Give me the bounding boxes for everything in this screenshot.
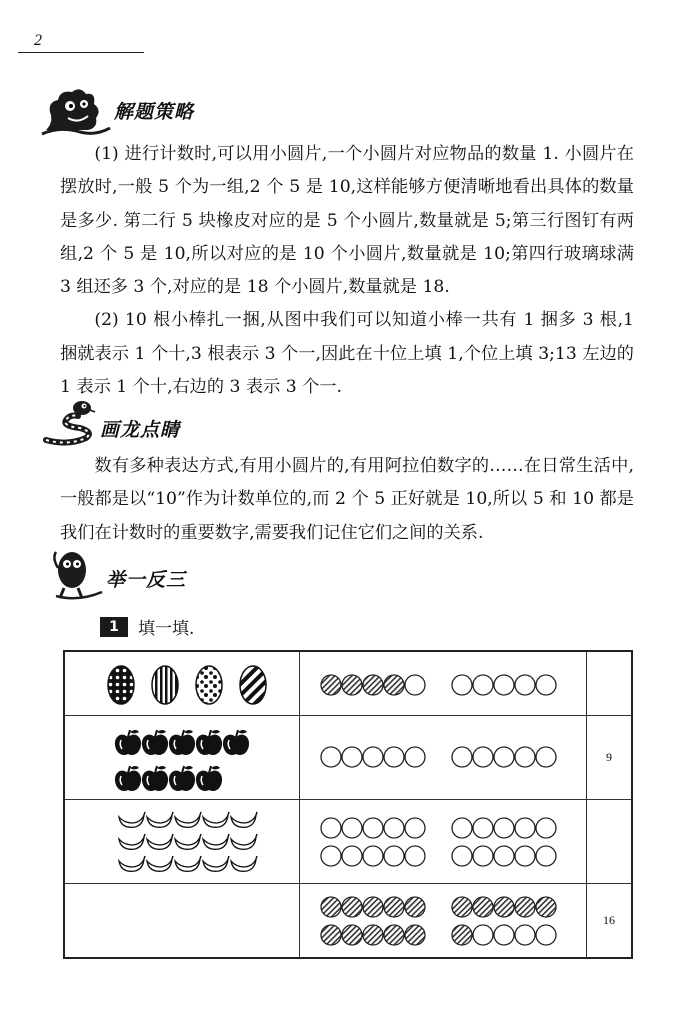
exercise-table [63, 650, 633, 959]
table-row [64, 716, 632, 800]
filled-counter [363, 675, 383, 695]
empty-counter[interactable] [405, 747, 425, 767]
empty-counter[interactable] [536, 675, 556, 695]
apple-icon [115, 766, 141, 791]
empty-counter[interactable] [473, 925, 493, 945]
banana-icon [147, 834, 173, 849]
apple-icon [142, 730, 168, 755]
banana-icon [231, 812, 257, 827]
exercise-number-badge: 1 [100, 617, 128, 637]
banana-icon [231, 856, 257, 871]
empty-counter[interactable] [321, 818, 341, 838]
circle-grid [300, 801, 586, 883]
empty-counter[interactable] [321, 747, 341, 767]
empty-counter[interactable] [494, 747, 514, 767]
exercise-instruction: 填一填. [138, 619, 195, 639]
apple-icon [169, 730, 195, 755]
apple-icon [142, 766, 168, 791]
empty-counter[interactable] [452, 747, 472, 767]
banana-icon [203, 856, 229, 871]
table-row [64, 651, 632, 716]
filled-counter [452, 925, 472, 945]
empty-counter[interactable] [405, 818, 425, 838]
strategy-paragraph-1: (1) 进行计数时,可以用小圆片,一个小圆片对应物品的数量 1. 小圆片在摆放时,一般 5 个为一组,2 个 5 是 10,这样能够方便清晰地看出具体的数量是多少. 第二行 5 块橡皮对应的是 5 个小圆片,数量就是 5;第三行图钉有两组,2 个 5 是 10,所以对应的是 10 个小圆片,数量就是 10;第四行玻璃球满 3 组还多 3 个,对应的是 18 个小圆片,数量就是 18. [60, 144, 634, 298]
empty-counter[interactable] [384, 747, 404, 767]
banana-icon [203, 812, 229, 827]
answer-cell[interactable] [587, 800, 633, 884]
summary-paragraph-1: 数有多种表达方式,有用小圆片的,有用阿拉伯数字的……在日常生活中,一般都是以“10”作为计数单位的,而 2 个 5 正好就是 10,所以 5 和 10 都是我们在计数时的重要数字,需要我们记住它们之间的关系. [60, 456, 634, 543]
filled-counter [342, 897, 362, 917]
empty-counter[interactable] [494, 818, 514, 838]
empty-counter[interactable] [384, 846, 404, 866]
egg-icon [240, 666, 266, 704]
strategy-text [60, 138, 634, 404]
empty-counter[interactable] [405, 675, 425, 695]
apple-icon [169, 766, 195, 791]
filled-counter [321, 925, 341, 945]
empty-counter[interactable] [473, 846, 493, 866]
table-row [64, 800, 632, 884]
empty-counter[interactable] [536, 846, 556, 866]
empty-counter[interactable] [452, 818, 472, 838]
summary-text [60, 450, 634, 550]
filled-counter [363, 925, 383, 945]
page-number: 2 [34, 32, 42, 49]
egg-icon [108, 666, 134, 704]
snake-icon [40, 396, 96, 446]
circle-row [300, 717, 586, 799]
banana-icon [175, 812, 201, 827]
empty-counter[interactable] [515, 925, 535, 945]
filled-counter [452, 897, 472, 917]
filled-counter [494, 897, 514, 917]
banana-icon [203, 834, 229, 849]
empty-counter[interactable] [363, 747, 383, 767]
filled-counter [321, 675, 341, 695]
empty-counter[interactable] [342, 818, 362, 838]
banana-icon [147, 812, 173, 827]
cartoon-figure-icon [40, 82, 112, 138]
answer-cell[interactable] [587, 651, 633, 716]
filled-counter [321, 897, 341, 917]
answer-cell[interactable]: 9 [587, 716, 633, 800]
empty-counter[interactable] [321, 846, 341, 866]
item-cell-apples [64, 716, 300, 800]
filled-counter [405, 897, 425, 917]
empty-counter[interactable] [473, 818, 493, 838]
empty-counter[interactable] [342, 747, 362, 767]
section-header-strategy [40, 82, 194, 138]
filled-counter [405, 925, 425, 945]
empty-counter[interactable] [363, 846, 383, 866]
empty-counter[interactable] [536, 818, 556, 838]
strategy-paragraph-2: (2) 10 根小棒扎一捆,从图中我们可以知道小棒一共有 1 捆多 3 根,1 捆就表示 1 个十,3 根表示 3 个一,因此在十位上填 1,个位上填 3;13 左边的 1 表示 1 个十,右边的 3 表示 3 个一. [60, 310, 634, 398]
empty-counter[interactable] [452, 675, 472, 695]
item-cell-eggs [64, 651, 300, 716]
banana-icon [119, 812, 145, 827]
filled-counter [363, 897, 383, 917]
circles-cell [300, 716, 587, 800]
section-header-summary [40, 396, 180, 446]
banana-icon [175, 856, 201, 871]
egg-icon [196, 666, 222, 704]
apple-icon [223, 730, 249, 755]
banana-icon [175, 834, 201, 849]
circles-cell [300, 651, 587, 716]
table-row [64, 884, 632, 959]
empty-counter[interactable] [363, 818, 383, 838]
filled-counter [515, 897, 535, 917]
circles-cell [300, 884, 587, 959]
filled-counter [384, 897, 404, 917]
circles-cell [300, 800, 587, 884]
empty-counter[interactable] [473, 675, 493, 695]
empty-counter[interactable] [515, 675, 535, 695]
filled-counter [536, 897, 556, 917]
item-cell-bananas [64, 800, 300, 884]
filled-counter [473, 897, 493, 917]
empty-counter[interactable] [536, 747, 556, 767]
circle-grid [300, 885, 586, 957]
apple-icon [196, 730, 222, 755]
empty-counter[interactable] [473, 747, 493, 767]
banana-icon [119, 834, 145, 849]
header-rule [18, 52, 144, 53]
item-cell-blank[interactable] [64, 884, 300, 959]
answer-cell[interactable]: 16 [587, 884, 633, 959]
section-title-strategy: 解题策略 [114, 100, 195, 123]
banana-icon [231, 834, 257, 849]
cartoon-character-icon [48, 548, 104, 602]
empty-counter[interactable] [405, 846, 425, 866]
section-header-practice [48, 548, 186, 602]
apple-icon [196, 766, 222, 791]
empty-counter[interactable] [494, 925, 514, 945]
banana-icon [119, 856, 145, 871]
empty-counter[interactable] [494, 846, 514, 866]
exercise-heading [100, 614, 194, 639]
egg-group [65, 653, 299, 715]
filled-counter [342, 925, 362, 945]
apple-icon [115, 730, 141, 755]
filled-counter [342, 675, 362, 695]
section-title-practice: 举一反三 [106, 568, 187, 591]
empty-counter[interactable] [515, 846, 535, 866]
egg-icon [152, 666, 178, 704]
empty-counter[interactable] [515, 818, 535, 838]
banana-icon [147, 856, 173, 871]
empty-counter[interactable] [452, 846, 472, 866]
banana-group [65, 801, 299, 883]
empty-counter[interactable] [494, 675, 514, 695]
filled-counter [384, 925, 404, 945]
circle-row [300, 653, 586, 715]
empty-counter[interactable] [515, 747, 535, 767]
apple-group [65, 717, 299, 799]
empty-counter[interactable] [384, 818, 404, 838]
filled-counter [384, 675, 404, 695]
empty-counter[interactable] [342, 846, 362, 866]
empty-counter[interactable] [536, 925, 556, 945]
section-title-summary: 画龙点睛 [100, 418, 181, 441]
